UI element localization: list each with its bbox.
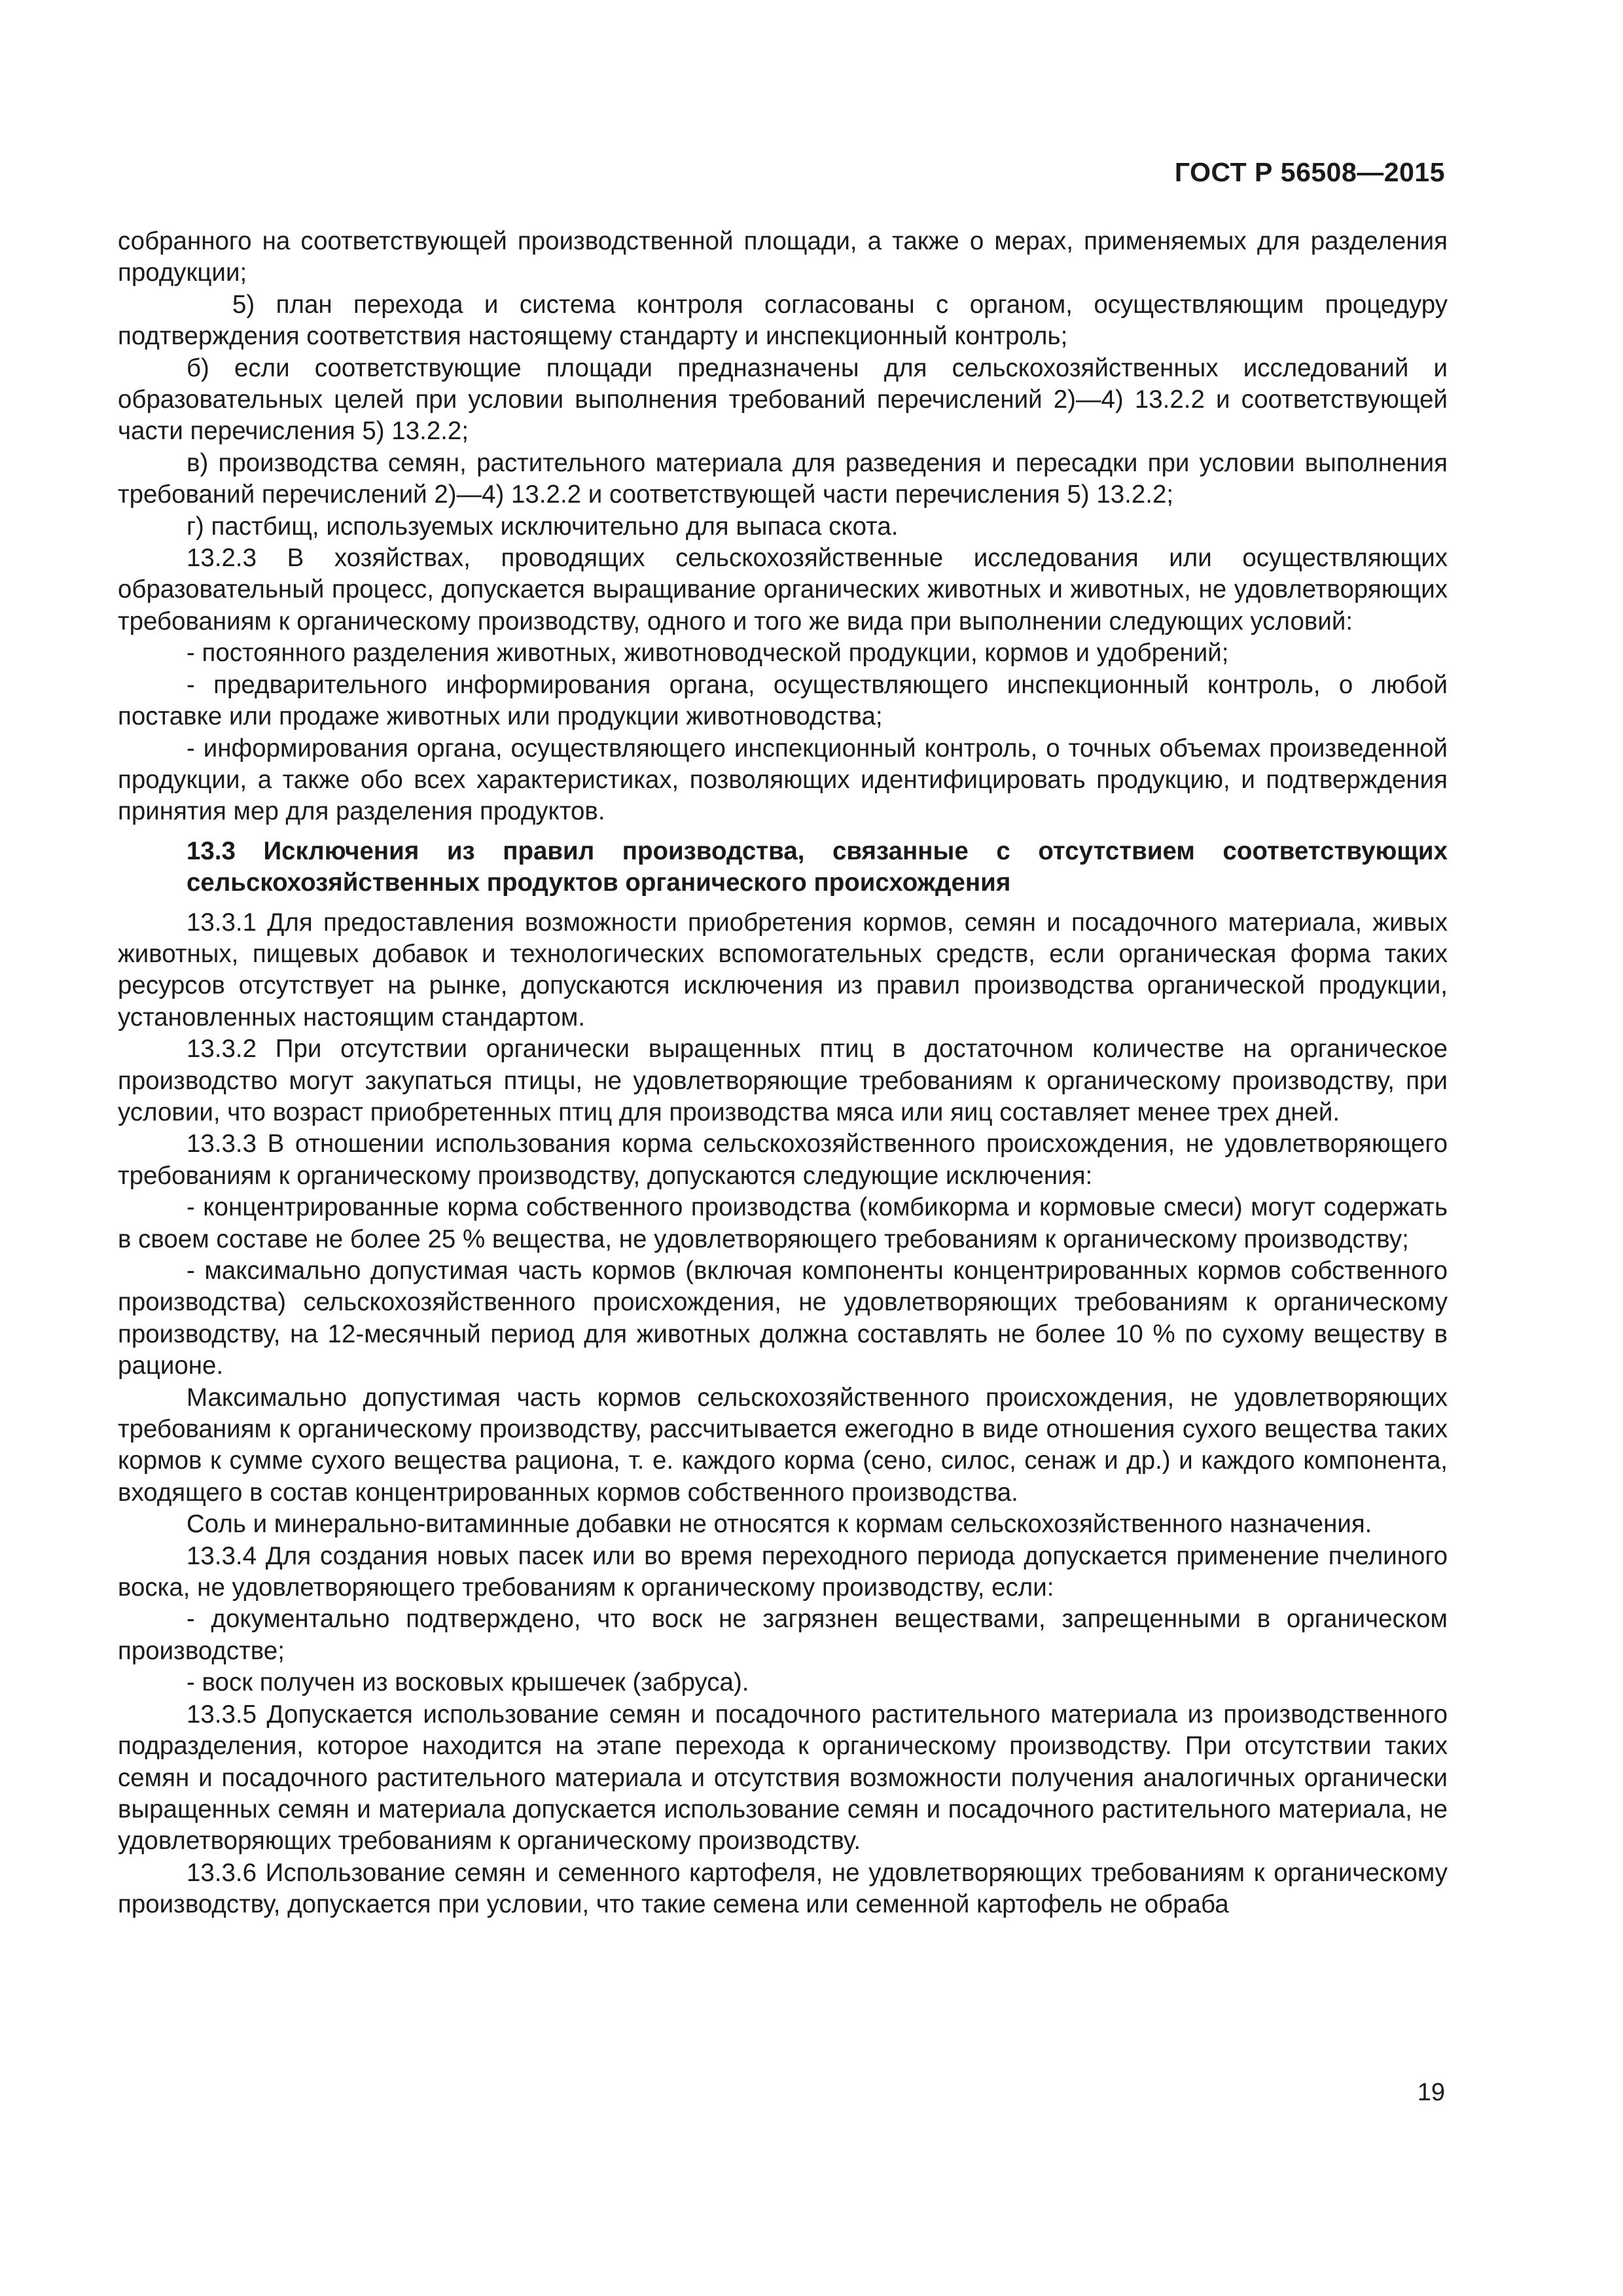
page-number: 19: [1417, 2079, 1445, 2106]
bullet-item: - постоянного разделения животных, животноводческой продукции, кормов и удобрений;: [187, 639, 1229, 668]
paragraph-continuation: собранного на соответствующей производственной площади, а также о мерах, применяемых для разделения продукции;: [118, 227, 1448, 287]
bullet-item: - концентрированные корма собственного производства (комбикорма и кормовые смеси) могут содержать в своем составе не более 25 % вещества, не удовлетворяющего требованиям к органическому производству;: [118, 1193, 1448, 1253]
document-body: [118, 226, 1448, 1921]
list-item-v: в) производства семян, растительного материала для разведения и пересадки при условии выполнения требований перечислений 2)—4) 13.2.2 и соответствующей части перечисления 5) 13.2.2;: [118, 448, 1448, 509]
bullet-item: - максимально допустимая часть кормов (включая компоненты концентрированных кормов собственного производства) сельскохозяйственного происхождения, не удовлетворяющих требованиям к органическому производству, на 12-месячный период для животных должна составлять не более 10 % по сухому веществу в рационе.: [118, 1257, 1448, 1380]
clause-13-3-5: 13.3.5 Допускается использование семян и посадочного растительного материала из производственного подразделения, которое находится на этапе перехода к органическому производству. При отсутствии таких семян и посадочного растительного материала и отсутствия возможности получения аналогичных органически выращенных семян и материала допускается использование семян и посадочного растительного материала, не удовлетворяющих требованиям к органическому производству.: [118, 1700, 1448, 1856]
list-item-b: б) если соответствующие площади предназначены для сельскохозяйственных исследований и образовательных целей при условии выполнения требований перечислений 2)—4) 13.2.2 и соответствующей части перечисления 5) 13.2.2;: [118, 353, 1448, 446]
paragraph: Соль и минерально-витаминные добавки не относятся к кормам сельскохозяйственного назначения.: [187, 1510, 1372, 1539]
bullet-item: - информирования органа, осуществляющего инспекционный контроль, о точных объемах произведенной продукции, а также обо всех характеристиках, позволяющих идентифицировать продукцию, и подтверждения принятия мер для разделения продуктов.: [118, 734, 1448, 826]
bullet-item: - воск получен из восковых крышечек (забруса).: [187, 1668, 749, 1697]
clause-13-3-2: 13.3.2 При отсутствии органически выращенных птиц в достаточном количестве на органическое производство могут закупаться птицы, не удовлетворяющие требованиям к органическому производству, при условии, что возраст приобретенных птиц для производства мяса или яиц составляет менее трех дней.: [118, 1035, 1448, 1126]
clause-13-2-3: 13.2.3 В хозяйствах, проводящих сельскохозяйственные исследования или осуществляющих образовательный процесс, допускается выращивание органических животных и животных, не удовлетворяющих требованиям к органическому производству, одного и того же вида при выполнении следующих условий:: [118, 544, 1448, 636]
paragraph: Максимально допустимая часть кормов сельскохозяйственного происхождения, не удовлетворяющих требованиям к органическому производству, рассчитывается ежегодно в виде отношения сухого вещества таких кормов к сумме сухого вещества рациона, т. е. каждого корма (сено, силос, сенаж и др.) и каждого компонента, входящего в состав концентрированных кормов собственного производства.: [118, 1383, 1448, 1507]
section-heading-13-3: 13.3 Исключения из правил производства, связанные с отсутствием соответствующих сельскохозяйственных продуктов органического происхождения: [187, 836, 1448, 897]
clause-13-3-4: 13.3.4 Для создания новых пасек или во время переходного периода допускается применение пчелиного воска, не удовлетворяющего требованиям к органическому производству, если:: [118, 1541, 1448, 1602]
clause-13-3-3: 13.3.3 В отношении использования корма сельскохозяйственного происхождения, не удовлетворяющего требованиям к органическому производству, допускаются следующие исключения:: [118, 1130, 1448, 1190]
clause-13-3-6: 13.3.6 Использование семян и семенного картофеля, не удовлетворяющих требованиям к органическому производству, допускается при условии, что такие семена или семенной картофель не обраба: [118, 1858, 1448, 1919]
list-item-g: г) пастбищ, используемых исключительно для выпаса скота.: [187, 512, 899, 541]
bullet-item: - предварительного информирования органа, осуществляющего инспекционный контроль, о любой поставке или продаже животных или продукции животноводства;: [118, 670, 1448, 731]
clause-13-3-1: 13.3.1 Для предоставления возможности приобретения кормов, семян и посадочного материала, живых животных, пищевых добавок и технологических вспомогательных средств, если органическая форма таких ресурсов отсутствует на рынке, допускаются исключения из правил производства органической продукции, установленных настоящим стандартом.: [118, 908, 1448, 1031]
document-header: ГОСТ Р 56508—2015: [1174, 157, 1445, 187]
bullet-item: - документально подтверждено, что воск не загрязнен веществами, запрещенными в органическом производстве;: [118, 1605, 1448, 1665]
list-item-5: 5) план перехода и система контроля согласованы с органом, осуществляющим процедуру подтверждения соответствия настоящему стандарту и инспекционный контроль;: [118, 290, 1448, 351]
